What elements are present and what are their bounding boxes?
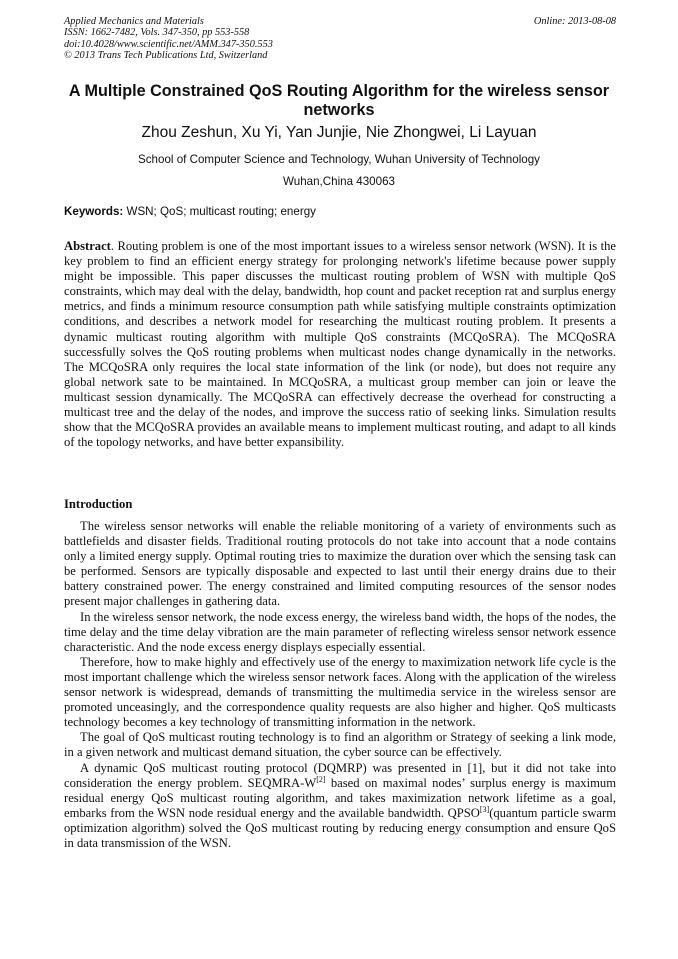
journal-name: Applied Mechanics and Materials — [64, 16, 204, 27]
affiliation-address: Wuhan,China 430063 — [283, 175, 395, 188]
paragraph-text: A dynamic QoS multicast routing protocol (DQMRP) was presented in [1], but it did not take into consideration the energy problem. SEQMRA-W — [64, 760, 616, 790]
doi-line: doi:10.4028/www.scientific.net/AMM.347-350.553 — [64, 38, 273, 50]
abstract — [64, 239, 616, 450]
paragraph: The goal of QoS multicast routing technology is to find an algorithm or Strategy of seeking a link mode, in a given network and multicast demand situation, the cyber source can be effectively. — [64, 730, 616, 760]
paragraph: The wireless sensor networks will enable the reliable monitoring of a variety of environments such as battlefields and disaster fields. Traditional routing protocols do not take into account that a node contains only a limited energy supply. Optimal routing tries to maximize the duration over which the sensing task can be performed. Sensors are typically disposable and expected to last until their energy drains due to their battery constrained power. The energy constrained and limited computing resources of the sensor nodes present major challenges in gathering data. — [64, 519, 616, 609]
keywords-text: WSN; QoS; multicast routing; energy — [123, 205, 316, 218]
paragraph — [64, 761, 616, 852]
citation-ref: [3] — [479, 804, 490, 814]
affiliation-institution: School of Computer Science and Technology, Wuhan University of Technology — [138, 153, 540, 166]
paragraph-text: based on maximal nodes’ surplus energy is maximum residual energy QoS multicast routing algorithm, and takes maximization network lifetime as a goal, embarks from the WSN node residual energy and the available bandwidth. QPSO — [64, 775, 616, 820]
paper-title: A Multiple Constrained QoS Routing Algorithm for the wireless sensor networks — [68, 82, 610, 119]
online-date: Online: 2013-08-08 — [533, 16, 616, 27]
paragraph: Therefore, how to make highly and effectively use of the energy to maximization network life cycle is the most important challenge which the wireless sensor network faces. Along with the application of the wireless sensor network is widespread, demands of transmitting the multimedia service in the wireless sensor are promoted unceasingly, and the correspondence quality requests are also higher and higher. QoS multicasts technology becomes a key technology of transmitting information in the network. — [64, 654, 616, 730]
keywords-label: Keywords: — [64, 205, 124, 218]
citation-ref: [2] — [316, 774, 326, 784]
paragraph: In the wireless sensor network, the node excess energy, the wireless band width, the hops of the nodes, the time delay and the time delay vibration are the main parameter of reflecting wireless sensor network essence characteristic. And the node excess energy displays especially essential. — [64, 609, 616, 654]
issn-line: ISSN: 1662-7482, Vols. 347-350, pp 553-558 — [64, 27, 250, 39]
copyright-line: © 2013 Trans Tech Publications Ltd, Switzerland — [64, 50, 268, 62]
affiliation — [40, 149, 638, 193]
author-list: Zhou Zeshun, Xu Yi, Yan Junjie, Nie Zhongwei, Li Layuan — [141, 124, 537, 141]
abstract-label: Abstract — [64, 239, 111, 253]
introduction-body — [64, 519, 616, 851]
keywords — [64, 205, 616, 219]
abstract-text: . Routing problem is one of the most important issues to a wireless sensor network (WSN). It is the key problem to find an efficient energy strategy for prolonging network's lifetime because power supply might be impossible. This paper discusses the multicast routing problem of WSN with multiple QoS constraints, which may deal with the delay, bandwidth, hop count and packet reception rat and surplus energy metrics, and finds a minimum resource consumption path while satisfying multiple constraints optimization conditions, and describes a network model for researching the multicast routing problem. It presents a dynamic multicast routing algorithm with multiple QoS constraints (MCQoSRA). The MCQoSRA successfully solves the QoS routing problems when multicast nodes change dynamically in the networks. The MCQoSRA only requires the local state information of the link (or node), but does not require any global network sate to be maintained. In MCQoSRA, a multicast group member can join or leave the multicast session dynamically. The MCQoSRA can effectively decrease the overhead for constructing a multicast tree and the delay of the nodes, and improve the success ratio of seeking links. Simulation results show that the MCQoSRA provides an available means to implement multicast routing, and adapt to all kinds of the topology networks, and have better expansibility. — [64, 239, 616, 450]
journal-header — [64, 16, 616, 62]
section-heading-introduction: Introduction — [64, 497, 133, 511]
paragraph-text: (quantum particle swarm optimization algorithm) solved the QoS multicast routing by reducing energy consumption and ensure QoS in data transmission of the WSN. — [64, 805, 616, 850]
